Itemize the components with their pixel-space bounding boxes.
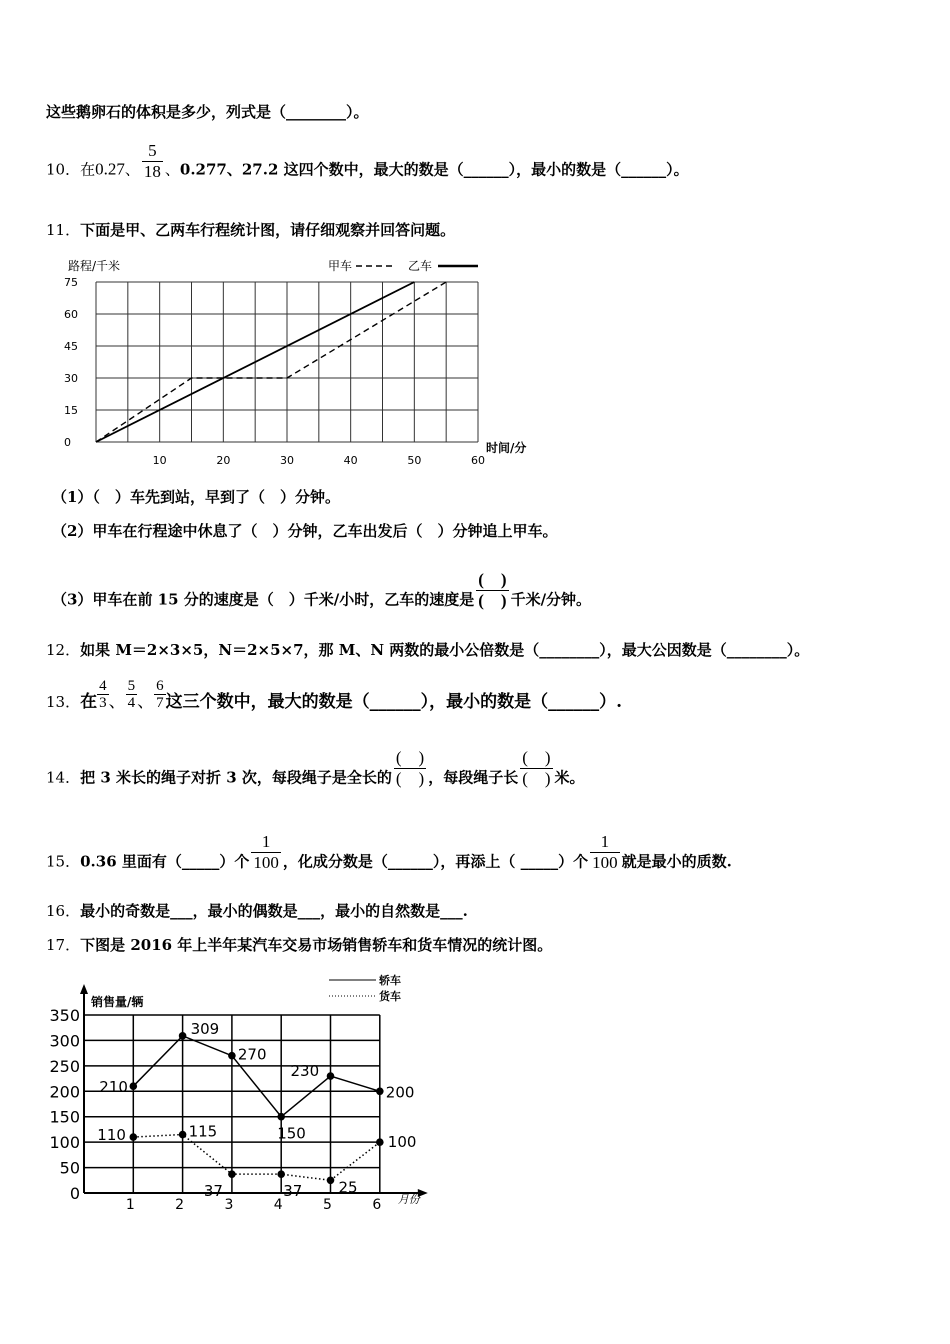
q11-line: [46, 220, 455, 240]
q15-f2-numerator: 1: [600, 832, 610, 851]
q11-sub3: [52, 570, 592, 621]
data-point-truck: [130, 1133, 138, 1141]
data-point-car: [277, 1113, 285, 1121]
q13-f3-denominator: 7: [156, 695, 164, 711]
y-tick-label: 50: [59, 1158, 80, 1178]
q11-sub3-frac-numerator: ( ): [478, 570, 507, 589]
data-point-truck: [277, 1170, 285, 1178]
q11-sub3-frac-denominator: ( ): [478, 591, 507, 610]
q14-fraction-1: [394, 748, 426, 789]
data-point-car: [179, 1032, 187, 1040]
q15-fraction-1: [251, 832, 281, 873]
x-tick-label: 40: [343, 454, 358, 467]
y-tick-label: 30: [64, 372, 78, 385]
q9-line: [46, 102, 369, 122]
q13-sep-2: 、: [137, 692, 155, 712]
q15-f1-denominator: 100: [253, 853, 279, 872]
q10-rest: 0.277、27.2 这四个数中，最大的数是（______），最小的数是（______）。: [179, 160, 689, 179]
q10-frac-denominator: 18: [143, 162, 161, 181]
q15-f2-denominator: 100: [592, 853, 618, 872]
q13-pre: 在: [80, 692, 98, 712]
x-axis-label: 月份: [397, 1193, 420, 1206]
q11-sub3-fraction: [476, 570, 508, 611]
y-axis-label: 销售量/辆: [91, 995, 144, 1009]
q11-text: 下面是甲、乙两车行程统计图，请仔细观察并回答问题。: [80, 221, 456, 239]
data-label-truck: 115: [188, 1122, 218, 1141]
q10-sep-1: 、: [124, 160, 140, 179]
q10-frac-numerator: 5: [148, 141, 157, 160]
y-tick-label: 150: [49, 1107, 80, 1127]
q13-number: 13．: [46, 693, 81, 711]
q15-line: [46, 832, 732, 883]
series-line-jia: [96, 282, 446, 442]
data-label-truck: 37: [203, 1182, 223, 1201]
q14-fraction-2: [520, 748, 552, 789]
y-tick-label: 250: [49, 1056, 80, 1076]
q13-f1-denominator: 3: [99, 695, 107, 711]
x-tick-label: 3: [224, 1197, 234, 1213]
x-tick-label: 20: [216, 454, 231, 467]
y-tick-label: 300: [49, 1031, 80, 1051]
x-tick-label: 50: [407, 454, 422, 467]
legend-label-car: 轿车: [379, 974, 401, 987]
q17-number: 17．: [46, 936, 81, 954]
q14-number: 14．: [46, 768, 81, 787]
data-label-truck: 110: [97, 1126, 126, 1145]
q16-text: 最小的奇数是___，最小的偶数是___，最小的自然数是___.: [80, 902, 468, 920]
data-label-car: 309: [190, 1019, 220, 1038]
data-label-car: 230: [290, 1062, 320, 1081]
x-axis-label: 时间/分: [486, 441, 527, 455]
data-point-truck: [376, 1138, 384, 1146]
y-tick-label: 15: [64, 404, 78, 417]
q13-f2-denominator: 4: [127, 695, 136, 711]
q13-fraction-1: [97, 678, 109, 711]
data-point-car: [327, 1072, 335, 1080]
q15-fraction-2: [590, 832, 620, 873]
series-line-truck: [133, 1135, 379, 1181]
q11-sub1: （1）（ ）车先到站，早到了（ ）分钟。: [52, 488, 340, 506]
q13-fraction-2: [126, 678, 138, 711]
q14-post: 米。: [554, 768, 585, 787]
q15-mid: ，化成分数是（______），再添上（ _____）个: [282, 852, 589, 871]
data-label-car: 200: [385, 1083, 415, 1102]
q13-fraction-3: [154, 678, 166, 711]
y-tick-label: 100: [49, 1133, 80, 1153]
data-point-car: [130, 1082, 138, 1090]
q14-mid: ，每段绳子长: [428, 768, 519, 787]
y-tick-label: 60: [64, 308, 78, 321]
x-tick-label: 5: [323, 1197, 332, 1213]
data-point-truck: [179, 1131, 187, 1139]
q12-number: 12．: [46, 641, 81, 659]
q16-number: 16．: [46, 902, 81, 920]
x-tick-label: 30: [280, 454, 294, 467]
data-point-truck: [228, 1170, 236, 1178]
legend-label-truck: 货车: [379, 990, 401, 1003]
q12-line: [46, 640, 809, 660]
q14-f2-denominator: ( ): [522, 769, 551, 788]
y-axis-arrow: [80, 984, 88, 994]
q14-pre: 把 3 米长的绳子对折 3 次，每段绳子是全长的: [80, 768, 392, 787]
y-axis-label: 路程/千米: [68, 259, 121, 273]
legend-label-jia: 甲车: [328, 259, 353, 273]
data-label-truck: 25: [338, 1178, 358, 1197]
data-label-car: 270: [237, 1045, 267, 1064]
data-label-car: 150: [277, 1124, 306, 1143]
q11-number: 11．: [46, 221, 81, 239]
q13-f3-numerator: 6: [156, 678, 164, 694]
q10-number: 10．: [46, 160, 81, 179]
data-point-car: [228, 1052, 236, 1060]
sales-chart: [46, 970, 446, 1215]
q14-f1-denominator: ( ): [395, 769, 425, 788]
q16-line: [46, 901, 468, 921]
q13-f2-numerator: 5: [127, 678, 136, 694]
data-point-car: [376, 1087, 384, 1095]
q11-sub3-post: 千米/分钟。: [510, 590, 592, 609]
q9-text: 这些鹅卵石的体积是多少，列式是（________）。: [46, 103, 369, 121]
legend-label-yi: 乙车: [408, 259, 433, 273]
q10-pre: 在: [80, 160, 96, 179]
q11-sub3-pre: （3）甲车在前 15 分的速度是（ ）千米/小时，乙车的速度是: [52, 590, 475, 609]
data-label-truck: 100: [387, 1133, 417, 1152]
x-tick-label: 2: [175, 1197, 185, 1213]
q13-line: [46, 678, 623, 719]
q15-number: 15．: [46, 852, 81, 871]
x-tick-label: 10: [152, 454, 167, 467]
x-tick-label: 1: [125, 1197, 135, 1213]
q12-text: 如果 M＝2×3×5，N＝2×5×7，那 M、N 两数的最小公倍数是（________），最大公因数是（________）。: [80, 641, 810, 659]
q13-f1-numerator: 4: [99, 678, 107, 694]
q10-line: [46, 141, 689, 191]
q10-sep-2: 、: [164, 160, 180, 179]
q11-sub2: （2）甲车在行程途中休息了（ ）分钟，乙车出发后（ ）分钟追上甲车。: [52, 522, 558, 540]
q15-f1-numerator: 1: [261, 832, 271, 851]
q14-f2-numerator: ( ): [522, 748, 551, 767]
q15-post: 就是最小的质数.: [621, 852, 732, 871]
data-label-car: 210: [99, 1078, 128, 1097]
q17-text: 下图是 2016 年上半年某汽车交易市场销售轿车和货车情况的统计图。: [80, 936, 553, 954]
x-tick-label: 4: [273, 1197, 283, 1213]
data-label-truck: 37: [283, 1182, 303, 1201]
x-tick-label: 60: [471, 454, 485, 467]
y-tick-label: 0: [69, 1184, 80, 1203]
q10-fraction: [142, 141, 163, 182]
q13-sep-1: 、: [108, 692, 126, 712]
y-tick-label: 200: [49, 1082, 80, 1102]
y-tick-label: 75: [64, 276, 78, 289]
x-tick-label: 6: [372, 1197, 382, 1213]
y-tick-label: 45: [64, 340, 78, 353]
data-point-truck: [327, 1176, 335, 1184]
y-tick-label: 350: [49, 1006, 80, 1025]
travel-chart: [46, 252, 546, 474]
y-tick-label: 0: [64, 436, 71, 449]
q14-f1-numerator: ( ): [395, 748, 425, 767]
q13-post: 这三个数中，最大的数是（______），最小的数是（______）.: [165, 692, 623, 712]
q15-pre: 0.36 里面有（_____）个: [80, 852, 250, 871]
q10-value-1: 0.27: [95, 159, 125, 179]
q14-line: [46, 748, 585, 799]
q17-line: [46, 935, 552, 955]
